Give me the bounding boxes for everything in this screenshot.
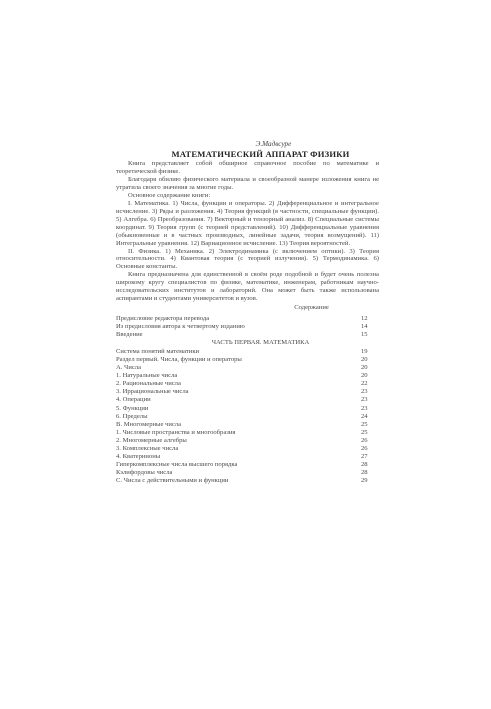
toc-entry-page: 20 (361, 355, 368, 363)
toc-entry-title: 3. Комплексные числа (116, 445, 179, 453)
toc-entry (116, 461, 379, 469)
toc-entry-title: 4. Операции (116, 396, 151, 404)
toc-entry-page: 19 (361, 347, 368, 355)
toc-entry-title: Предисловие редактора перевода (116, 315, 210, 323)
toc-entry (116, 323, 379, 331)
toc-entry (116, 380, 379, 388)
toc-entry-page: 20 (361, 372, 368, 380)
toc-entry-title: Система понятий математики (116, 347, 200, 355)
toc-entry-page: 24 (361, 412, 368, 420)
document-page (116, 140, 379, 485)
toc-entry (116, 372, 379, 380)
section-summary-math: I. Математика. 1) Числа, функции и операторы. 2) Дифференциальное и интегральное исчисление. 3) Ряды и разложения. 4) Теория функций (в частности, специальные функции). 5) Алгебра. 6) Преобразования. 7) Векторный и тензорный анализ. 8) Специальные системы координат. 9) Теория групп (с теорией представлений). 10) Дифференциальные уравнения (обыкновенные и в частных производных, линейные задачи, теория возмущений). 11) Интегральные уравнения. 12) Вариационное исчисление. 13) Теория вероятностей. (116, 199, 379, 247)
author-name: Э.Мадвсуре (255, 140, 292, 148)
audience-paragraph: Книга предназначена для единственной в своём роде подобной и будет очень полезна широкому кругу специалистов по физике, математике, инженерам, работникам научно-исследовательских институтов и лабораторий. Она может быть также использована аспирантами и студентами университетов и вузов. (116, 271, 379, 303)
toc-entry (116, 413, 379, 421)
toc-entry (116, 348, 379, 356)
toc-entry-title: Из предисловия автора к четвертому изданию (116, 323, 245, 331)
toc-entry-page: 23 (361, 404, 368, 412)
toc-entry-title: 4. Кватернионы (116, 453, 161, 461)
toc-entry (116, 396, 379, 404)
toc-entry-page: 25 (361, 428, 368, 436)
toc-entry (116, 429, 379, 437)
toc-entry-page: 23 (361, 388, 368, 396)
annotation-paragraph: Благодаря обилию физического материала и своеобразной манере изложения книга не утратила своего значения за многие годы. (116, 175, 379, 191)
toc-entry-title: 2. Многомерные алгебры (116, 436, 187, 444)
toc-entry-page: 28 (361, 461, 368, 469)
toc-entry (116, 453, 379, 461)
toc-entry (116, 388, 379, 396)
toc-entry-page: 23 (361, 396, 368, 404)
toc-entry-page: 27 (361, 453, 368, 461)
toc-entry (116, 437, 379, 445)
toc-entry-page: 22 (361, 380, 368, 388)
toc-entry (116, 356, 379, 364)
toc-entry-title: В. Многомерные числа (116, 420, 182, 428)
toc-entry-page: 14 (361, 323, 368, 331)
book-title: МАТЕМАТИЧЕСКИЙ АППАРАТ ФИЗИКИ (171, 149, 350, 159)
toc-entry (116, 477, 379, 485)
toc-entry (116, 364, 379, 372)
toc-entry (116, 421, 379, 429)
toc-entry-title: 1. Числовые пространства и многообразия (116, 428, 236, 436)
toc-entry-page: 25 (361, 420, 368, 428)
toc-entry-page: 15 (361, 331, 368, 339)
toc-entry-title: Введение (116, 331, 143, 339)
toc-part-heading: ЧАСТЬ ПЕРВАЯ. МАТЕМАТИКА (211, 339, 310, 347)
toc-entry-title: 5. Функции (116, 404, 149, 412)
toc-entry-page: 26 (361, 445, 368, 453)
toc-entry-page: 20 (361, 364, 368, 372)
toc-entry (116, 331, 379, 339)
toc-entry-title: 6. Пределы (116, 412, 148, 420)
section-summary-physics: II. Физика. 1) Механика. 2) Электродинамика (с включением оптики). 3) Теория относительности. 4) Квантовая теория (с теорией излучения). 5) Термодинамика. 6) Основные константы. (116, 247, 379, 271)
toc-entry-title: С. Числа с действительными и функции (116, 477, 229, 485)
contents-label: Основное содержание книги: (128, 191, 211, 199)
table-of-contents (116, 315, 379, 485)
toc-heading: Содержание (294, 304, 329, 312)
toc-entry-title: Гиперкомплексные числа высшего порядка (116, 461, 238, 469)
toc-entry (116, 315, 379, 323)
toc-entry (116, 445, 379, 453)
toc-entry-page: 12 (361, 315, 368, 323)
annotation-paragraph: Книга представляет собой обширное справочное пособие по математике и теоретической физике. (116, 160, 379, 175)
toc-entry-title: 1. Натуральные числа (116, 372, 178, 380)
toc-entry (116, 469, 379, 477)
toc-entry-page: 29 (361, 477, 368, 485)
toc-entry-title: А. Числа (116, 364, 142, 372)
toc-entry-title: Кэлифордовы числа (116, 469, 173, 477)
toc-entry (116, 405, 379, 413)
toc-entry-page: 28 (361, 469, 368, 477)
toc-entry-title: Раздел первый. Числа, функции и операторы (116, 355, 242, 363)
toc-entry-title: 2. Рациональные числа (116, 380, 181, 388)
toc-entry-title: 3. Иррациональные числа (116, 388, 189, 396)
toc-entry-page: 26 (361, 436, 368, 444)
